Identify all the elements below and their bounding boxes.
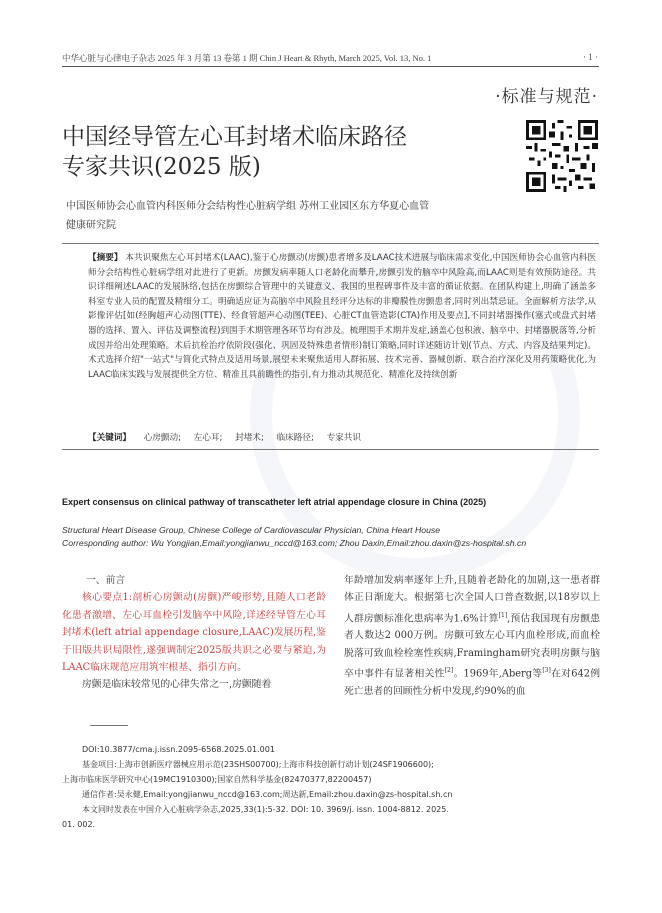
reference-mark[interactable]: [3] [542, 667, 551, 675]
keyword: 心房颤动; [143, 433, 181, 443]
section-heading: 一、前言 [86, 575, 126, 586]
funding-line-2: 上海市临床医学研究中心(19MC1910300);国家自然科学基金(82470377,82200457) [62, 775, 372, 784]
doi[interactable]: DOI:10.3877/cma.j.issn.2095-6568.2025.01.001 [82, 745, 275, 754]
copublication-note-end: 01. 002. [62, 820, 96, 829]
english-title: Expert consensus on clinical pathway of transcatheter left atrial appendage closure in China (2025) [62, 497, 487, 507]
english-corresponding: Corresponding author: Wu Yongjian,Email:yongjianwu_nccd@163.com; Zhou Daxin,Email:zhou.daxin@zs-hospital.sh.cn [62, 538, 527, 548]
author-affiliation [66, 197, 606, 235]
correspondence: 通信作者:吴永健,Email:yongjianwu_nccd@163.com;周达新,Email:zhou.daxin@zs-hospital.sh.cn [82, 790, 453, 799]
abstract [88, 251, 596, 382]
abstract-label: 【摘要】 [88, 253, 123, 263]
english-info [62, 524, 598, 550]
article-title [62, 122, 502, 182]
authors-line-2: 健康研究院 [66, 220, 116, 231]
paragraph-left: 房颤是临床较常见的心律失常之一,房颤随着 [82, 679, 272, 691]
funding-line-1: 基金项目:上海市创新医疗器械应用示范(23SHS00700);上海市科技创新行动计划(24SF1906600); [82, 760, 434, 769]
paragraph-right-4: 在对642例死亡患者的回顾性分析中发现,约90%的血 [344, 668, 600, 697]
body-left-column [62, 572, 326, 694]
footnotes [62, 742, 598, 832]
footnote-rule [90, 725, 128, 726]
keywords-label: 【关键词】 [88, 433, 131, 443]
key-point: 核心要点1:剖析心房颤动(房颤)严峻形势,且随人口老龄化患者激增、左心耳血栓引发脑卒中风险,详述经导管左心耳封堵术(left atrial appendage closure,LAAC)发展历程,鉴于旧版共识局限性,遂强调制定2025版共识之必要与紧迫,为LAAC临床规范应用筑牢根基、指引方向。 [62, 592, 326, 674]
keyword: 左心耳; [193, 433, 223, 443]
title-line-1: 中国经导管左心耳封堵术临床路径 [62, 124, 407, 150]
header-rule [62, 66, 599, 67]
reference-mark[interactable]: [1] [498, 611, 508, 619]
english-group: Structural Heart Disease Group, Chinese College of Cardiovascular Physician, China Heart House [62, 525, 441, 535]
qr-code-icon[interactable] [526, 120, 598, 192]
paragraph-right: 年龄增加发病率逐年上升,且随着老龄化的加剧,这一患者群体正日渐庞大。根据第七次全国人口普查数据,以18岁以上人群房颤标准化患病率为1.6%计算 [344, 575, 600, 625]
body-right-column [344, 572, 600, 700]
paragraph-right-3: 。1969年,Aberg等 [453, 668, 543, 680]
page-number: · 1 · [583, 52, 598, 62]
authors-line-1: 中国医师协会心血管内科医师分会结构性心脏病学组 苏州工业园区东方华夏心血管 [66, 201, 430, 212]
keyword: 临床路径; [276, 433, 314, 443]
section-tag: ·标准与规范· [495, 87, 598, 107]
running-head: 中华心脏与心律电子杂志 2025 年 3 月第 13 卷第 1 期 Chin J Heart & Rhyth, March 2025, Vol. 13, No. 1 [62, 53, 432, 63]
abstract-text: 本共识聚焦左心耳封堵术(LAAC),鉴于心房颤动(房颤)患者增多及LAAC技术进展与临床需求变化,中国医师协会心血管内科医师分会结构性心脏病学组对此进行了更新。房颤发病率随人口老龄化而攀升,房颤引发的脑卒中风险高,而LAAC则是有效预防途径。共识详细阐述LAAC的发展脉络,包括在房颤综合管理中的关键意义、我国的里程碑事件及丰富的循证依据。在团队构建上,明确了涵盖多科室专业人员的配置及精细分工。明确适应证为高脑卒中风险且经评分达标的非瓣膜性房颤患者,同时列出禁忌证。全面解析方法学,从影像评估[如(经胸超声心动图(TTE)、经食管超声心动图(TEE)、心脏CT血管造影(CTA)作用及要点],不同封堵器操作(塞式或盘式封堵器的选择、置入、评估及调整流程)到围手术期管理各环节均有涉及。梳理围手术期并发症,涵盖心包积液、脑卒中、封堵器脱落等,分析成因并给出处理策略。术后抗栓治疗依阶段(强化、巩固及特殊患者情形)制订策略,同时详述随访计划(节点、方式、内容及结果判定)。术式选择介绍"一站式"与简化式特点及适用场景,展望未来聚焦适用人群拓展、技术完善、器械创新、联合治疗深化及用药策略优化,为LAAC临床实践与发展提供全方位、精准且具前瞻性的指引,有力推动其规范化、精准化及持续创新 [88, 253, 596, 380]
keywords [88, 431, 596, 443]
copublication-note: 本文同时发表在中国介入心脏病学杂志,2025,33(1):5-32. DOI: 10. 3969/j. issn. 1004-8812. 2025. [82, 805, 449, 814]
keyword: 专家共识 [326, 433, 361, 443]
keyword: 封堵术; [235, 433, 264, 443]
title-line-2: 专家共识(2025 版) [62, 154, 261, 180]
paragraph-right-2: ,预估我国现有房颤患者人数达2 000万例。房颤可致左心耳内血栓形成,而血栓脱落可致血栓栓塞性疾病,Framingham研究表明房颤与脑卒中事件有显著相关性 [344, 613, 600, 680]
reference-mark[interactable]: [2] [444, 667, 454, 675]
